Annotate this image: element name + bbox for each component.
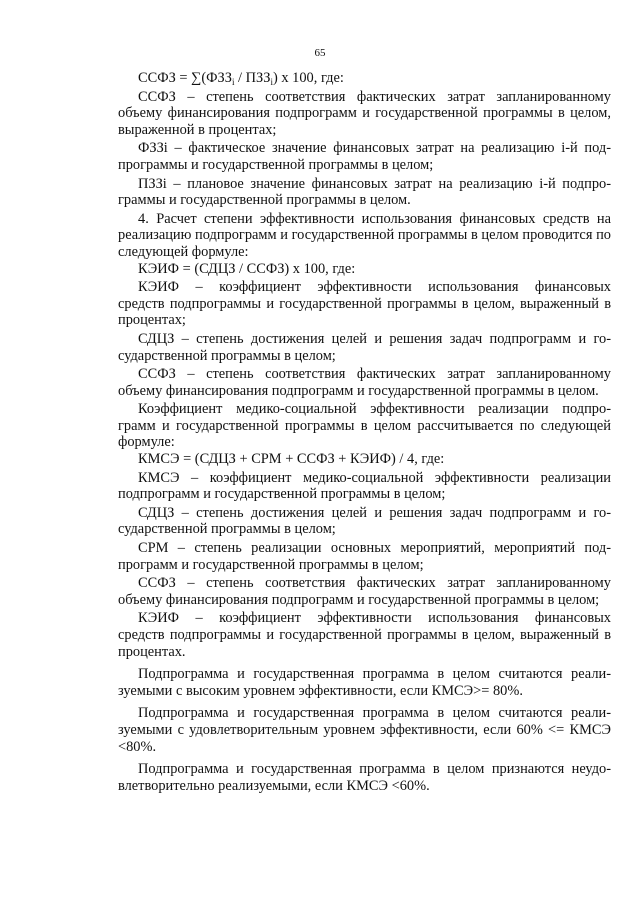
formula-ssfz	[118, 70, 611, 87]
definition-ssfz-3	[118, 575, 611, 608]
kmse-intro-paragraph	[118, 401, 611, 451]
definition-sdcz	[118, 331, 611, 364]
kmse-intro-line-1: Коэффициент медико-социальной эффективности реализации подпро-	[138, 401, 611, 418]
rule-satisfactory-line-2: зуемыми с удовлетворительным уровнем эффективности, если 60% <= КМСЭ	[118, 721, 611, 738]
definition-keif-line-2: средств подпрограммы и государственной программы в целом, выраженный в	[118, 295, 611, 312]
definition-kmse-line-1: КМСЭ – коэффициент медико-социальной эффективности реализации	[138, 469, 611, 486]
rule-high-line-1: Подпрограмма и государственная программа в целом считаются реали-	[138, 666, 611, 683]
item-4-line-1: 4. Расчет степени эффективности использования финансовых средств на	[138, 210, 611, 227]
definition-kmse-line-2: подпрограмм и государственной программы в целом;	[118, 486, 446, 503]
definition-keif-2-line-3: процентах.	[118, 643, 186, 660]
definition-fzzi-line-1: ФЗЗi – фактическое значение финансовых затрат на реализацию i-й под-	[138, 140, 611, 157]
definition-fzzi-line-2: программы и государственной программы в целом;	[118, 156, 434, 173]
formula-ssfz-lhs: ССФЗ = ∑(ФЗЗ	[138, 70, 232, 86]
item-4-line-3: следующей формуле:	[118, 243, 249, 260]
definition-ssfz-line-1: ССФЗ – степень соответствия фактических затрат запланированному	[138, 88, 611, 105]
definition-ssfz	[118, 89, 611, 139]
formula-ssfz-mid: / ПЗЗ	[234, 70, 271, 86]
definition-srm-line-1: СРМ – степень реализации основных мероприятий, мероприятий под-	[138, 540, 611, 557]
formula-ssfz-rhs: ) х 100, где:	[272, 70, 344, 86]
definition-keif-2-line-2: средств подпрограммы и государственной программы в целом, выраженный в	[118, 627, 611, 643]
definition-pzzi-line-1: ПЗЗi – плановое значение финансовых затрат на реализацию i-й подпро-	[138, 175, 611, 192]
kmse-intro-line-3: формуле:	[118, 434, 175, 451]
definition-ssfz-2	[118, 366, 611, 399]
definition-pzzi-line-2: граммы и государственной программы в целом.	[118, 192, 411, 209]
rule-unsatisfactory-line-2: влетворительно реализуемыми, если КМСЭ <60%.	[118, 777, 430, 794]
definition-srm-line-2: программ и государственной программы в целом;	[118, 556, 424, 573]
rule-high-line-2: зуемыми с высоким уровнем эффективности, если КМСЭ>= 80%.	[118, 682, 523, 699]
definition-sdcz-2-line-2: сударственной программы в целом;	[118, 521, 336, 538]
definition-fzzi	[118, 140, 611, 173]
formula-kmse: КМСЭ = (СДЦЗ + СРМ + ССФЗ + КЭИФ) / 4, где:	[138, 451, 445, 468]
definition-ssfz-line-3: выраженной в процентах;	[118, 121, 277, 138]
document-body	[118, 70, 611, 794]
item-4-paragraph	[118, 211, 611, 261]
definition-keif-line-1: КЭИФ – коэффициент эффективности использования финансовых	[138, 279, 611, 296]
definition-sdcz-line-2: сударственной программы в целом;	[118, 347, 336, 364]
formula-ssfz-index-2: i	[270, 77, 273, 87]
formula-keif: КЭИФ = (СДЦЗ / ССФЗ) х 100, где:	[138, 260, 356, 277]
rule-satisfactory-efficiency	[118, 705, 611, 755]
page-number: 65	[314, 47, 326, 59]
definition-keif-line-3: процентах;	[118, 312, 186, 329]
definition-keif-2	[118, 610, 611, 660]
rule-satisfactory-line-3: <80%.	[118, 738, 157, 755]
definition-ssfz-2-line-1: ССФЗ – степень соответствия фактических затрат запланированному	[138, 366, 611, 383]
definition-keif-2-line-1: КЭИФ – коэффициент эффективности использования финансовых	[138, 610, 611, 627]
rule-unsatisfactory-line-1: Подпрограмма и государственная программа в целом признаются неудо-	[138, 761, 611, 778]
definition-sdcz-2	[118, 505, 611, 538]
definition-sdcz-2-line-1: СДЦЗ – степень достижения целей и решения задач подпрограмм и го-	[138, 504, 611, 521]
rule-unsatisfactory-efficiency	[118, 761, 611, 794]
kmse-intro-line-2: грамм и государственной программы в целом рассчитывается по следующей	[118, 417, 611, 434]
definition-ssfz-line-2: объему финансирования подпрограмм и государственной программы в целом,	[118, 105, 611, 122]
rule-high-efficiency	[118, 666, 611, 699]
definition-ssfz-2-line-2: объему финансирования подпрограмм и государственной программы в целом.	[118, 382, 599, 399]
definition-kmse	[118, 470, 611, 503]
formula-ssfz-index-1: i	[231, 77, 235, 87]
definition-keif	[118, 279, 611, 329]
item-4-line-2: реализацию подпрограмм и государственной программы в целом проводится по	[118, 227, 611, 244]
definition-srm	[118, 540, 611, 573]
definition-ssfz-3-line-2: объему финансирования подпрограмм и государственной программы в целом;	[118, 591, 600, 608]
rule-satisfactory-line-1: Подпрограмма и государственная программа в целом считаются реали-	[138, 705, 611, 722]
definition-pzzi	[118, 176, 611, 209]
definition-sdcz-line-1: СДЦЗ – степень достижения целей и решения задач подпрограмм и го-	[138, 330, 611, 347]
definition-ssfz-3-line-1: ССФЗ – степень соответствия фактических затрат запланированному	[138, 575, 611, 592]
